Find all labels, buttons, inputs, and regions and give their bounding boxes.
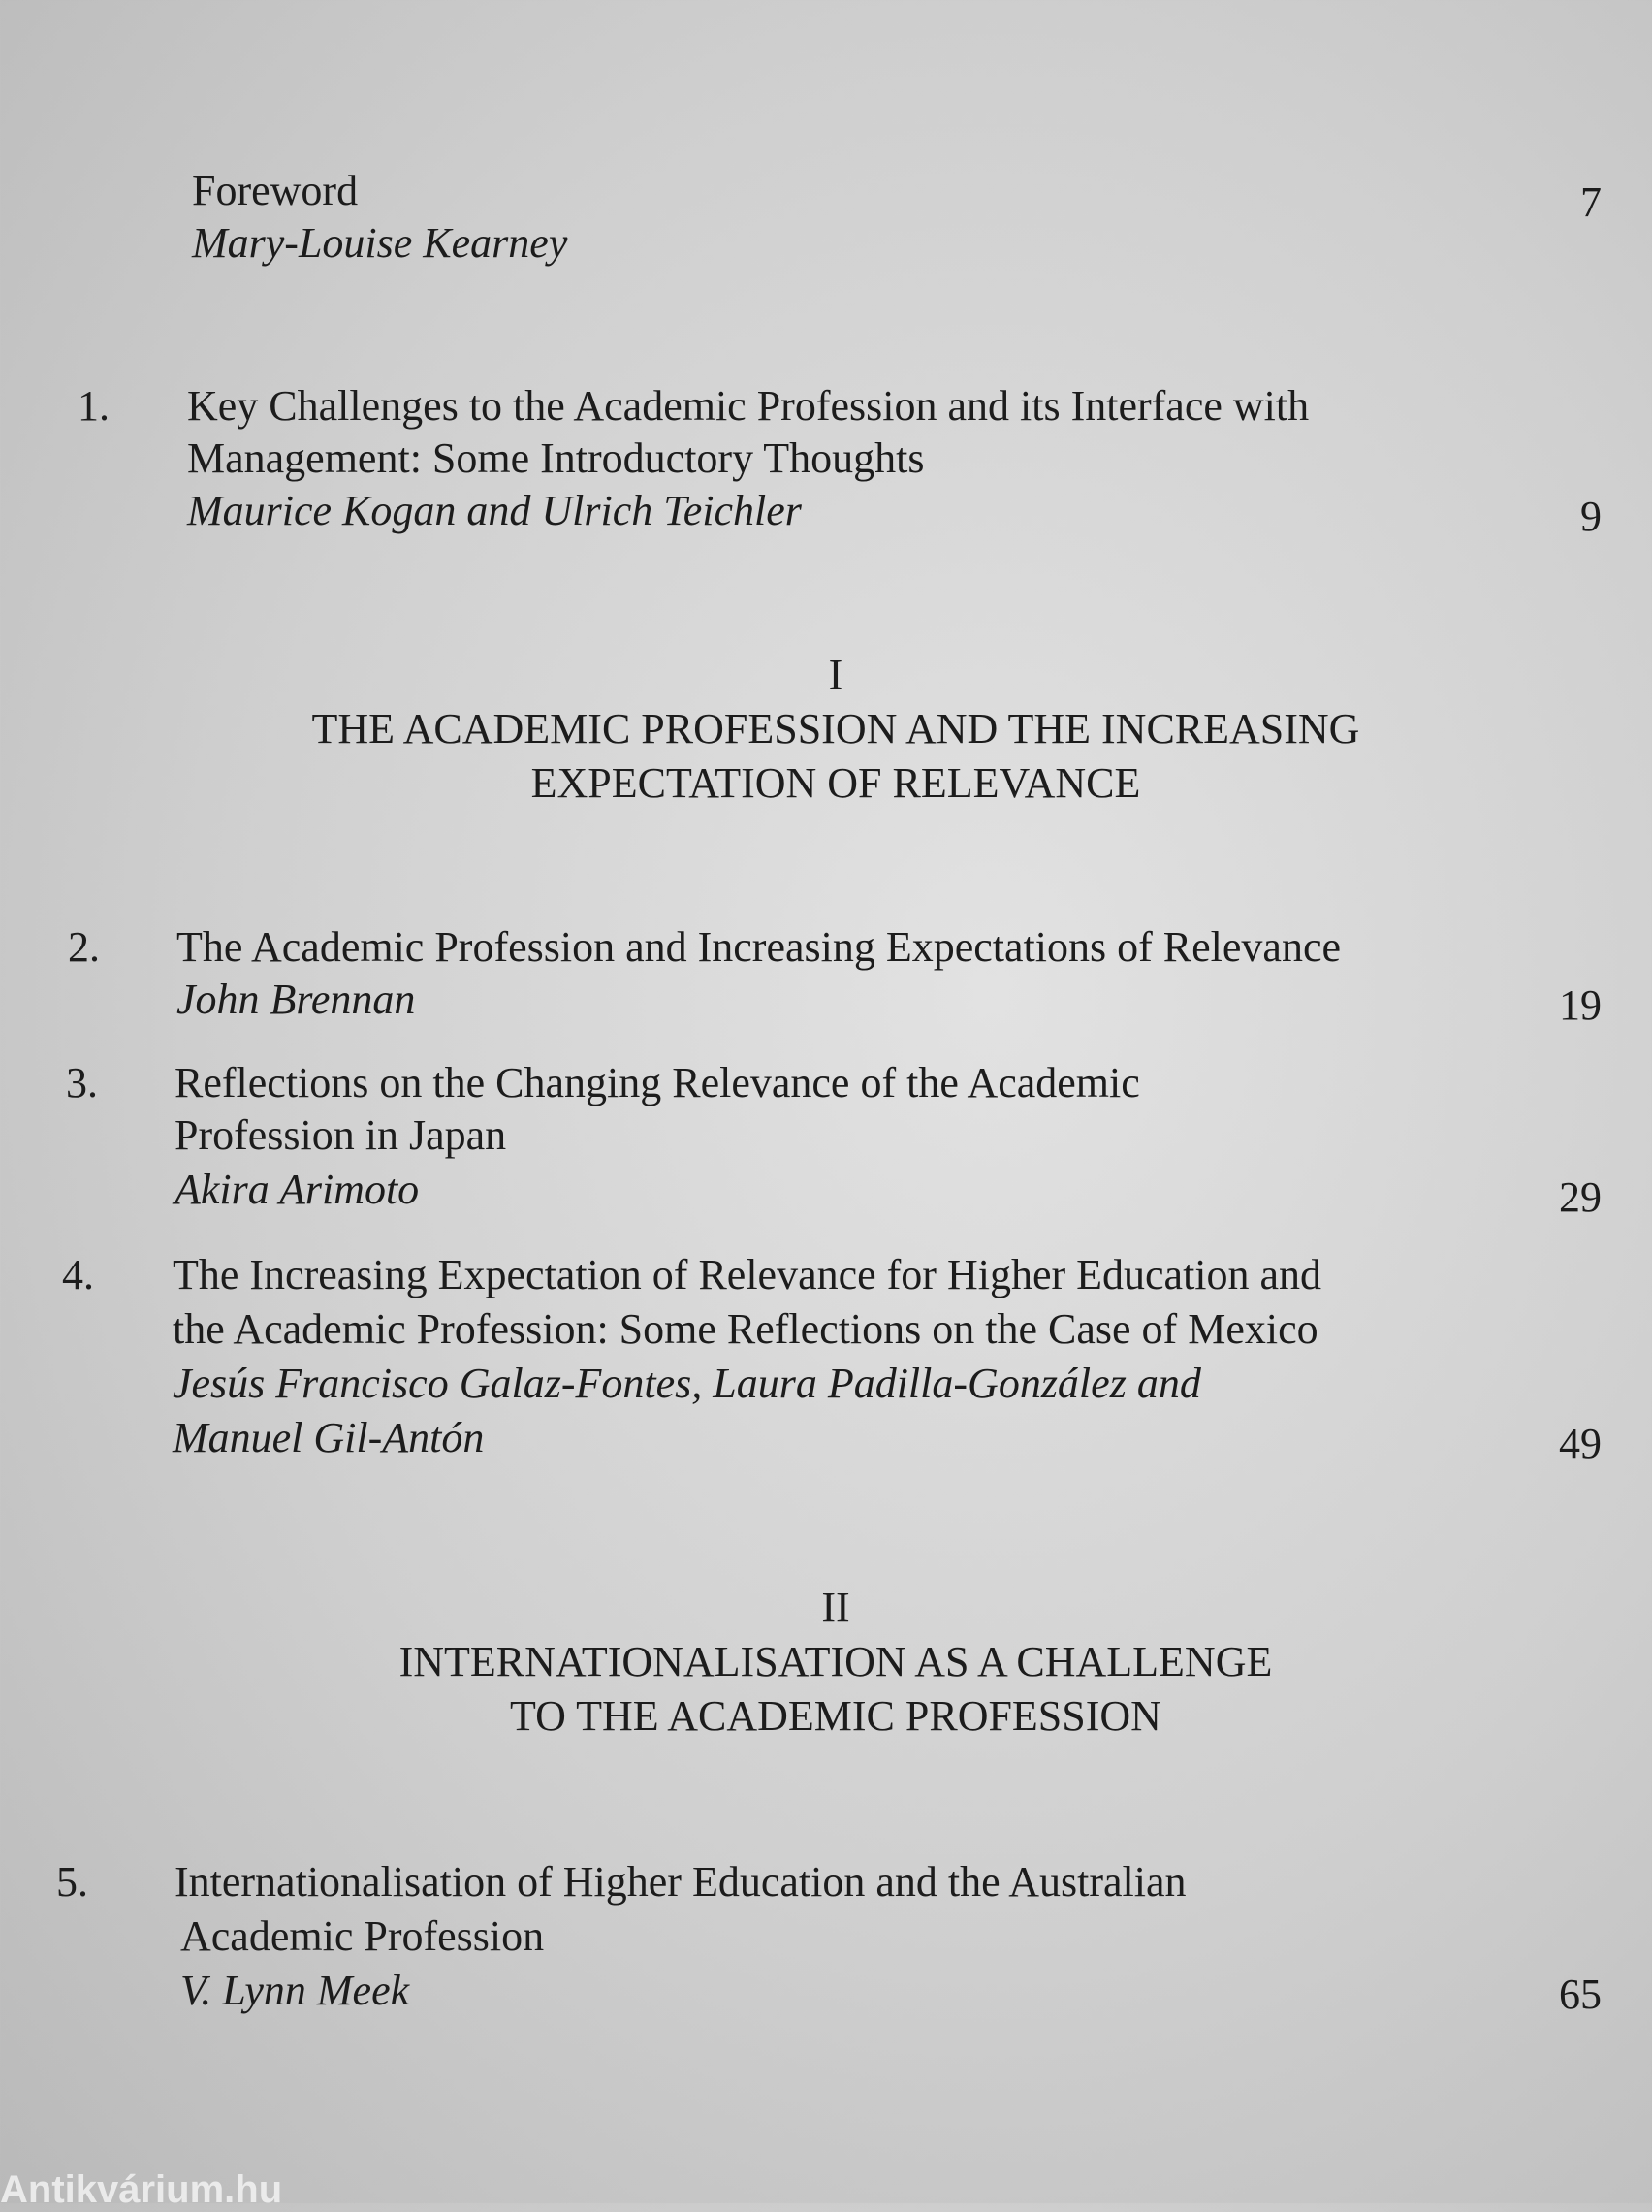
entry-page-number: 19 [1559, 981, 1602, 1029]
entry-title: Foreword [192, 167, 359, 214]
chapter-author: Maurice Kogan and Ulrich Teichler [187, 487, 802, 534]
chapter-title-line-1: The Increasing Expectation of Relevance for Higher Education and [173, 1251, 1322, 1298]
chapter-number: 5. [56, 1858, 88, 1906]
part-title-line-1: INTERNATIONALISATION AS A CHALLENGE [398, 1638, 1273, 1685]
chapter-title-line-1: Reflections on the Changing Relevance of the Academic [175, 1059, 1140, 1106]
chapter-author-line-2: Manuel Gil-Antón [173, 1414, 485, 1461]
entry-page-number: 49 [1559, 1420, 1602, 1467]
chapter-author: John Brennan [176, 976, 416, 1023]
chapter-number: 4. [62, 1251, 94, 1298]
entry-author: Mary-Louise Kearney [192, 219, 568, 267]
chapter-number: 1. [78, 382, 110, 430]
part-title-line-2: TO THE ACADEMIC PROFESSION [510, 1692, 1161, 1740]
part-title-line-1: THE ACADEMIC PROFESSION AND THE INCREASING [311, 705, 1360, 753]
chapter-author: Akira Arimoto [175, 1166, 420, 1213]
chapter-title-line-1: Internationalisation of Higher Education and the Australian [175, 1858, 1187, 1906]
entry-page-number: 65 [1559, 1971, 1602, 2018]
chapter-title-line-2: the Academic Profession: Some Reflections on the Case of Mexico [173, 1305, 1318, 1353]
watermark: Antikvárium.hu [0, 2168, 283, 2211]
chapter-title-line-1: Key Challenges to the Academic Profession and its Interface with [187, 382, 1310, 430]
chapter-title-line-2: Academic Profession [180, 1912, 545, 1960]
chapter-author-line-1: Jesús Francisco Galaz-Fontes, Laura Padilla-González and [173, 1360, 1201, 1407]
chapter-title-line-2: Profession in Japan [175, 1111, 507, 1159]
chapter-author: V. Lynn Meek [180, 1967, 410, 2014]
chapter-number: 3. [66, 1059, 98, 1106]
chapter-title-line-2: Management: Some Introductory Thoughts [187, 434, 925, 482]
entry-page-number: 7 [1580, 178, 1602, 226]
entry-page-number: 9 [1580, 493, 1602, 540]
entry-page-number: 29 [1559, 1173, 1602, 1221]
part-numeral: II [821, 1584, 850, 1631]
chapter-title-line-1: The Academic Profession and Increasing Expectations of Relevance [176, 923, 1341, 971]
chapter-number: 2. [68, 923, 100, 971]
part-numeral: I [828, 651, 843, 698]
part-title-line-2: EXPECTATION OF RELEVANCE [530, 759, 1141, 807]
